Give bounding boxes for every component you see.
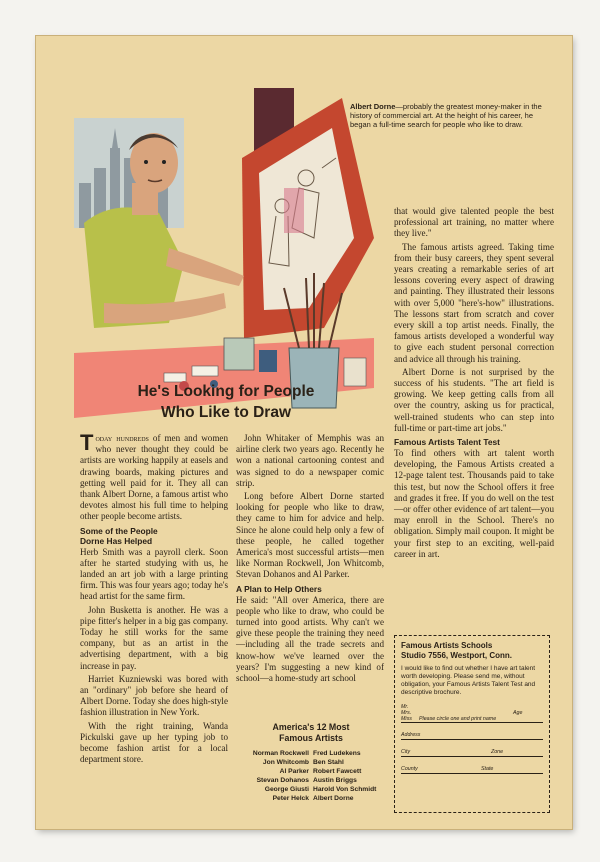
paragraph: John Busketta is another. He was a pipe fitter's helper in a big gas company. Today he still works for the same company, but as an artist in the advertising department, with a big increase in pay.	[80, 604, 228, 671]
state-label: State	[481, 766, 494, 772]
title-mr[interactable]: Mr.	[401, 704, 409, 710]
coupon-body: I would like to find out whether I have art talent worth developing. Please send me, without obligation, your Famous Artists Talent Test and descriptive brochure.	[401, 665, 536, 696]
list-title-line-1: America's 12 Most	[272, 722, 350, 732]
address-field[interactable]	[401, 726, 543, 740]
artist-names	[236, 749, 386, 803]
artist-name: Al Parker	[279, 768, 309, 775]
artist-name: Austin Briggs	[313, 777, 357, 784]
age-label: Age	[513, 710, 523, 716]
list-title-line-2: Famous Artists	[279, 733, 343, 743]
paragraph: The famous artists agreed. Taking time from their busy careers, they spent several years creating a remarkable series of art lessons covering every aspect of drawing and painting. They illustrated their lessons with over 5,000 "here's-how" illustrations. The lessons start from scratch and cover every skill a top artist needs. Finally, the famous artists developed a wonderful way to give each student personal correction and advice all through his training.	[394, 241, 554, 364]
headline	[76, 381, 376, 423]
city-zone-field[interactable]	[401, 743, 543, 757]
zone-label: Zone	[491, 749, 504, 755]
paragraph: Herb Smith was a payroll clerk. Soon after he started studying with us, he landed an art job with a large printing firm. This was four years ago; today he's head artist for the same firm.	[80, 546, 228, 602]
title-mrs[interactable]: Mrs.	[401, 710, 412, 716]
paragraph: He said: "All over America, there are people who like to draw, who could be turned into good artists. Why can't we give these people the training they need—including all the trade secrets and know-how we've learned over the years? I'm suggesting a new kind of school—a home-study art school	[236, 594, 384, 684]
paragraph: Albert Dorne is not surprised by the success of his students. "The art field is growing. We keep getting calls from all over the country, asking us for practical, well-trained students who can step into full-time or part-time art jobs."	[394, 366, 554, 433]
artist-illustration	[74, 88, 374, 418]
artist-name: Peter Helck	[272, 795, 309, 802]
headline-line-2: Who Like to Draw	[160, 404, 292, 421]
caption-name: Albert Dorne	[350, 102, 396, 111]
coupon-title-line-1: Famous Artists Schools	[401, 641, 493, 650]
title-miss[interactable]: Miss	[401, 716, 412, 722]
article-column-1	[80, 430, 228, 767]
city-label: City	[401, 749, 411, 755]
article-column-3	[394, 206, 554, 562]
coupon-title-line-2: Studio 7556, Westport, Conn.	[401, 651, 512, 660]
caption-text: —probably the greatest money-maker in the history of commercial art. At the height of his career, he began a full-time search for people who like to draw.	[350, 102, 542, 129]
artist-name: Jon Whitcomb	[262, 759, 309, 766]
name-field[interactable]	[401, 700, 543, 723]
artist-name: Harold Von Schmidt	[313, 786, 377, 793]
artist-name: Fred Ludekens	[313, 750, 361, 757]
famous-artists-list	[236, 722, 386, 803]
magazine-page	[36, 36, 572, 829]
artist-name: Norman Rockwell	[252, 750, 309, 757]
artist-name: Albert Dorne	[313, 795, 354, 802]
paragraph: With the right training, Wanda Pickulski gave up her typing job to become fashion artist for a local department store.	[80, 720, 228, 765]
subhead-line-1: Some of the People	[80, 525, 158, 536]
artist-name: Robert Fawcett	[313, 768, 362, 775]
artist-name: George Giusti	[264, 786, 309, 793]
subhead-people-helped	[80, 526, 228, 546]
mail-coupon[interactable]	[394, 635, 550, 813]
artist-name: Stevan Dohanos	[256, 777, 309, 784]
subhead-talent-test: Famous Artists Talent Test	[394, 437, 500, 448]
subhead-plan: A Plan to Help Others	[236, 583, 322, 594]
intro-text: of men and women who never thought they could be artists are working happily at easels and drawing boards, making pictures and getting well paid for it. They all can thank Albert Dorne, a famous artist who devotes almost his full time to helping other people become artists.	[80, 433, 228, 522]
paragraph: John Whitaker of Memphis was an airline clerk two years ago. Recently he won a national cartooning contest and was signed to do a newspaper comic strip.	[236, 433, 384, 488]
article-column-2	[236, 433, 384, 686]
address-label: Address	[401, 732, 421, 738]
paragraph: that would give talented people the best professional art training, no matter where they live."	[394, 206, 554, 239]
paragraph: Long before Albert Dorne started looking for people who like to draw, they came to him for advice and help. Since he alone could help only a few of these people, he called together America's most successful artists—men like Norman Rockwell, Jon Whitcomb, Stevan Dohanos and Al Parker.	[236, 491, 384, 580]
artist-name: Ben Stahl	[313, 759, 344, 766]
intro-paragraph	[80, 430, 228, 523]
drop-cap: T	[80, 430, 94, 455]
county-state-field[interactable]	[401, 760, 543, 774]
paragraph: Harriet Kuzniewski was bored with an "ordinary" job before she heard of Albert Dorne. Today she does high-style fashion illustration in New York.	[80, 673, 228, 718]
paragraph: To find others with art talent worth developing, the Famous Artists created a 12-page talent test. Thousands paid to take this test, but now the School offers it free and grades it free. If you do well on the test—or offer other evidence of art talent—you may enroll in the School. There's no obligation. Simply mail coupon. It might be your first step to an exciting, well-paid career in art.	[394, 448, 554, 559]
subhead-line-2: Dorne Has Helped	[80, 535, 153, 546]
lead-small-caps: oday hundreds	[95, 433, 149, 443]
name-hint: Please circle one and print name	[419, 716, 497, 722]
county-label: County	[401, 766, 418, 772]
headline-line-1: He's Looking for People	[137, 383, 315, 400]
illustration-caption	[350, 102, 552, 129]
